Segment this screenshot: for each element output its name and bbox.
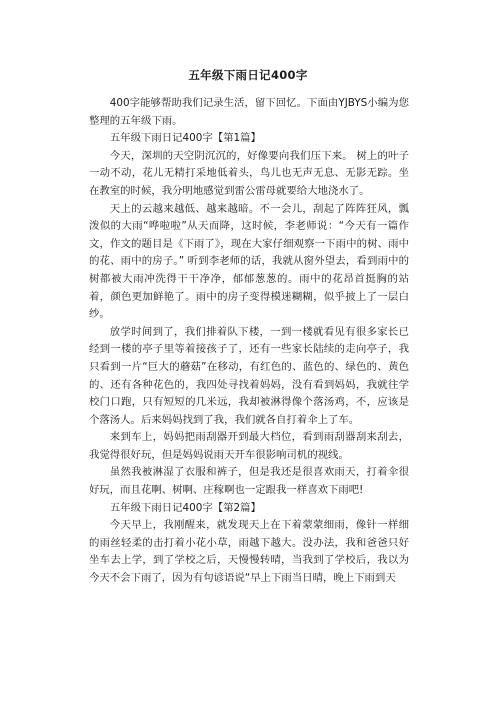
paragraph: 放学时间到了，我们排着队下楼，一到一楼就看见有很多家长已经到一楼的亭子里等着接孩子了，还有一些家长陆续的走向亭子，我只看到一片“巨大的蘑菇”在移动，有红色的、蓝色的、绿色的、黄色的、还有各种花色的，我四处寻找着妈妈，没有看到妈妈，我就往学校门口跑，只有短短的几米远，我却被淋得像个落汤鸡，不，应该是个落汤人。后来妈妈找到了我，我们就各自打着伞上了车。 [89,325,409,426]
section-heading-2: 五年级下雨日记400字【第2篇】 [109,501,261,514]
article-body [89,95,409,588]
paragraph: 虽然我被淋湿了衣服和裤子，但是我还是很喜欢雨天，打着伞很好玩，而且花啊、树啊、庄稼啊也一定跟我一样喜欢下雨吧! [89,466,409,497]
intro-paragraph: 400字能够帮助我们记录生活，留下回忆。下面由YJBYS小编为您整理的五年级下雨。 [89,97,409,127]
paragraph: 天上的云越来越低、越来越暗。不一会儿，刮起了阵阵狂风，瓢泼似的大雨“哗啦啦”从天而降，这时候，李老师说：“今天有一篇作文，作文的题目是《下雨了》，现在大家仔细观察一下雨中的树、雨中的花、雨中的房子。” 听到李老师的话，我就从窗外望去，看到雨中的树都被大雨冲洗得干干净净，郁郁葱葱的。雨中的花昂首挺胸的站着，颜色更加鲜艳了。雨中的房子变得模迷糊糊，似乎披上了一层白纱。 [89,202,409,321]
page-title: 五年级下雨日记400字 [188,68,308,82]
paragraph: 来到车上，妈妈把雨刮器开到最大档位，看到雨刮器刮来刮去，我觉得很好玩，但是妈妈说雨天开车很影响司机的视线。 [89,431,409,461]
section-heading-1: 五年级下雨日记400字【第1篇】 [109,132,261,145]
paragraph: 今天，深圳的天空阴沉沉的，好像要向我们压下来。 树上的叶子一动不动，花儿无精打采地低着头，鸟儿也无声无息、无影无踪。坐在教室的时候，我分明地感觉到雷公雷母就要给大地浇水了。 [89,149,409,197]
paragraph: 今天早上，我刚醒来，就发现天上在下着蒙蒙细雨，像针一样细的雨丝轻柔的击打着小花小草，雨越下越大。没办法，我和爸爸只好坐车去上学，到了学校之后，天慢慢转晴，当我到了学校后，我以为今天不会下雨了，因为有句谚语说“早上下雨当日晴，晚上下雨到天 [89,519,409,585]
